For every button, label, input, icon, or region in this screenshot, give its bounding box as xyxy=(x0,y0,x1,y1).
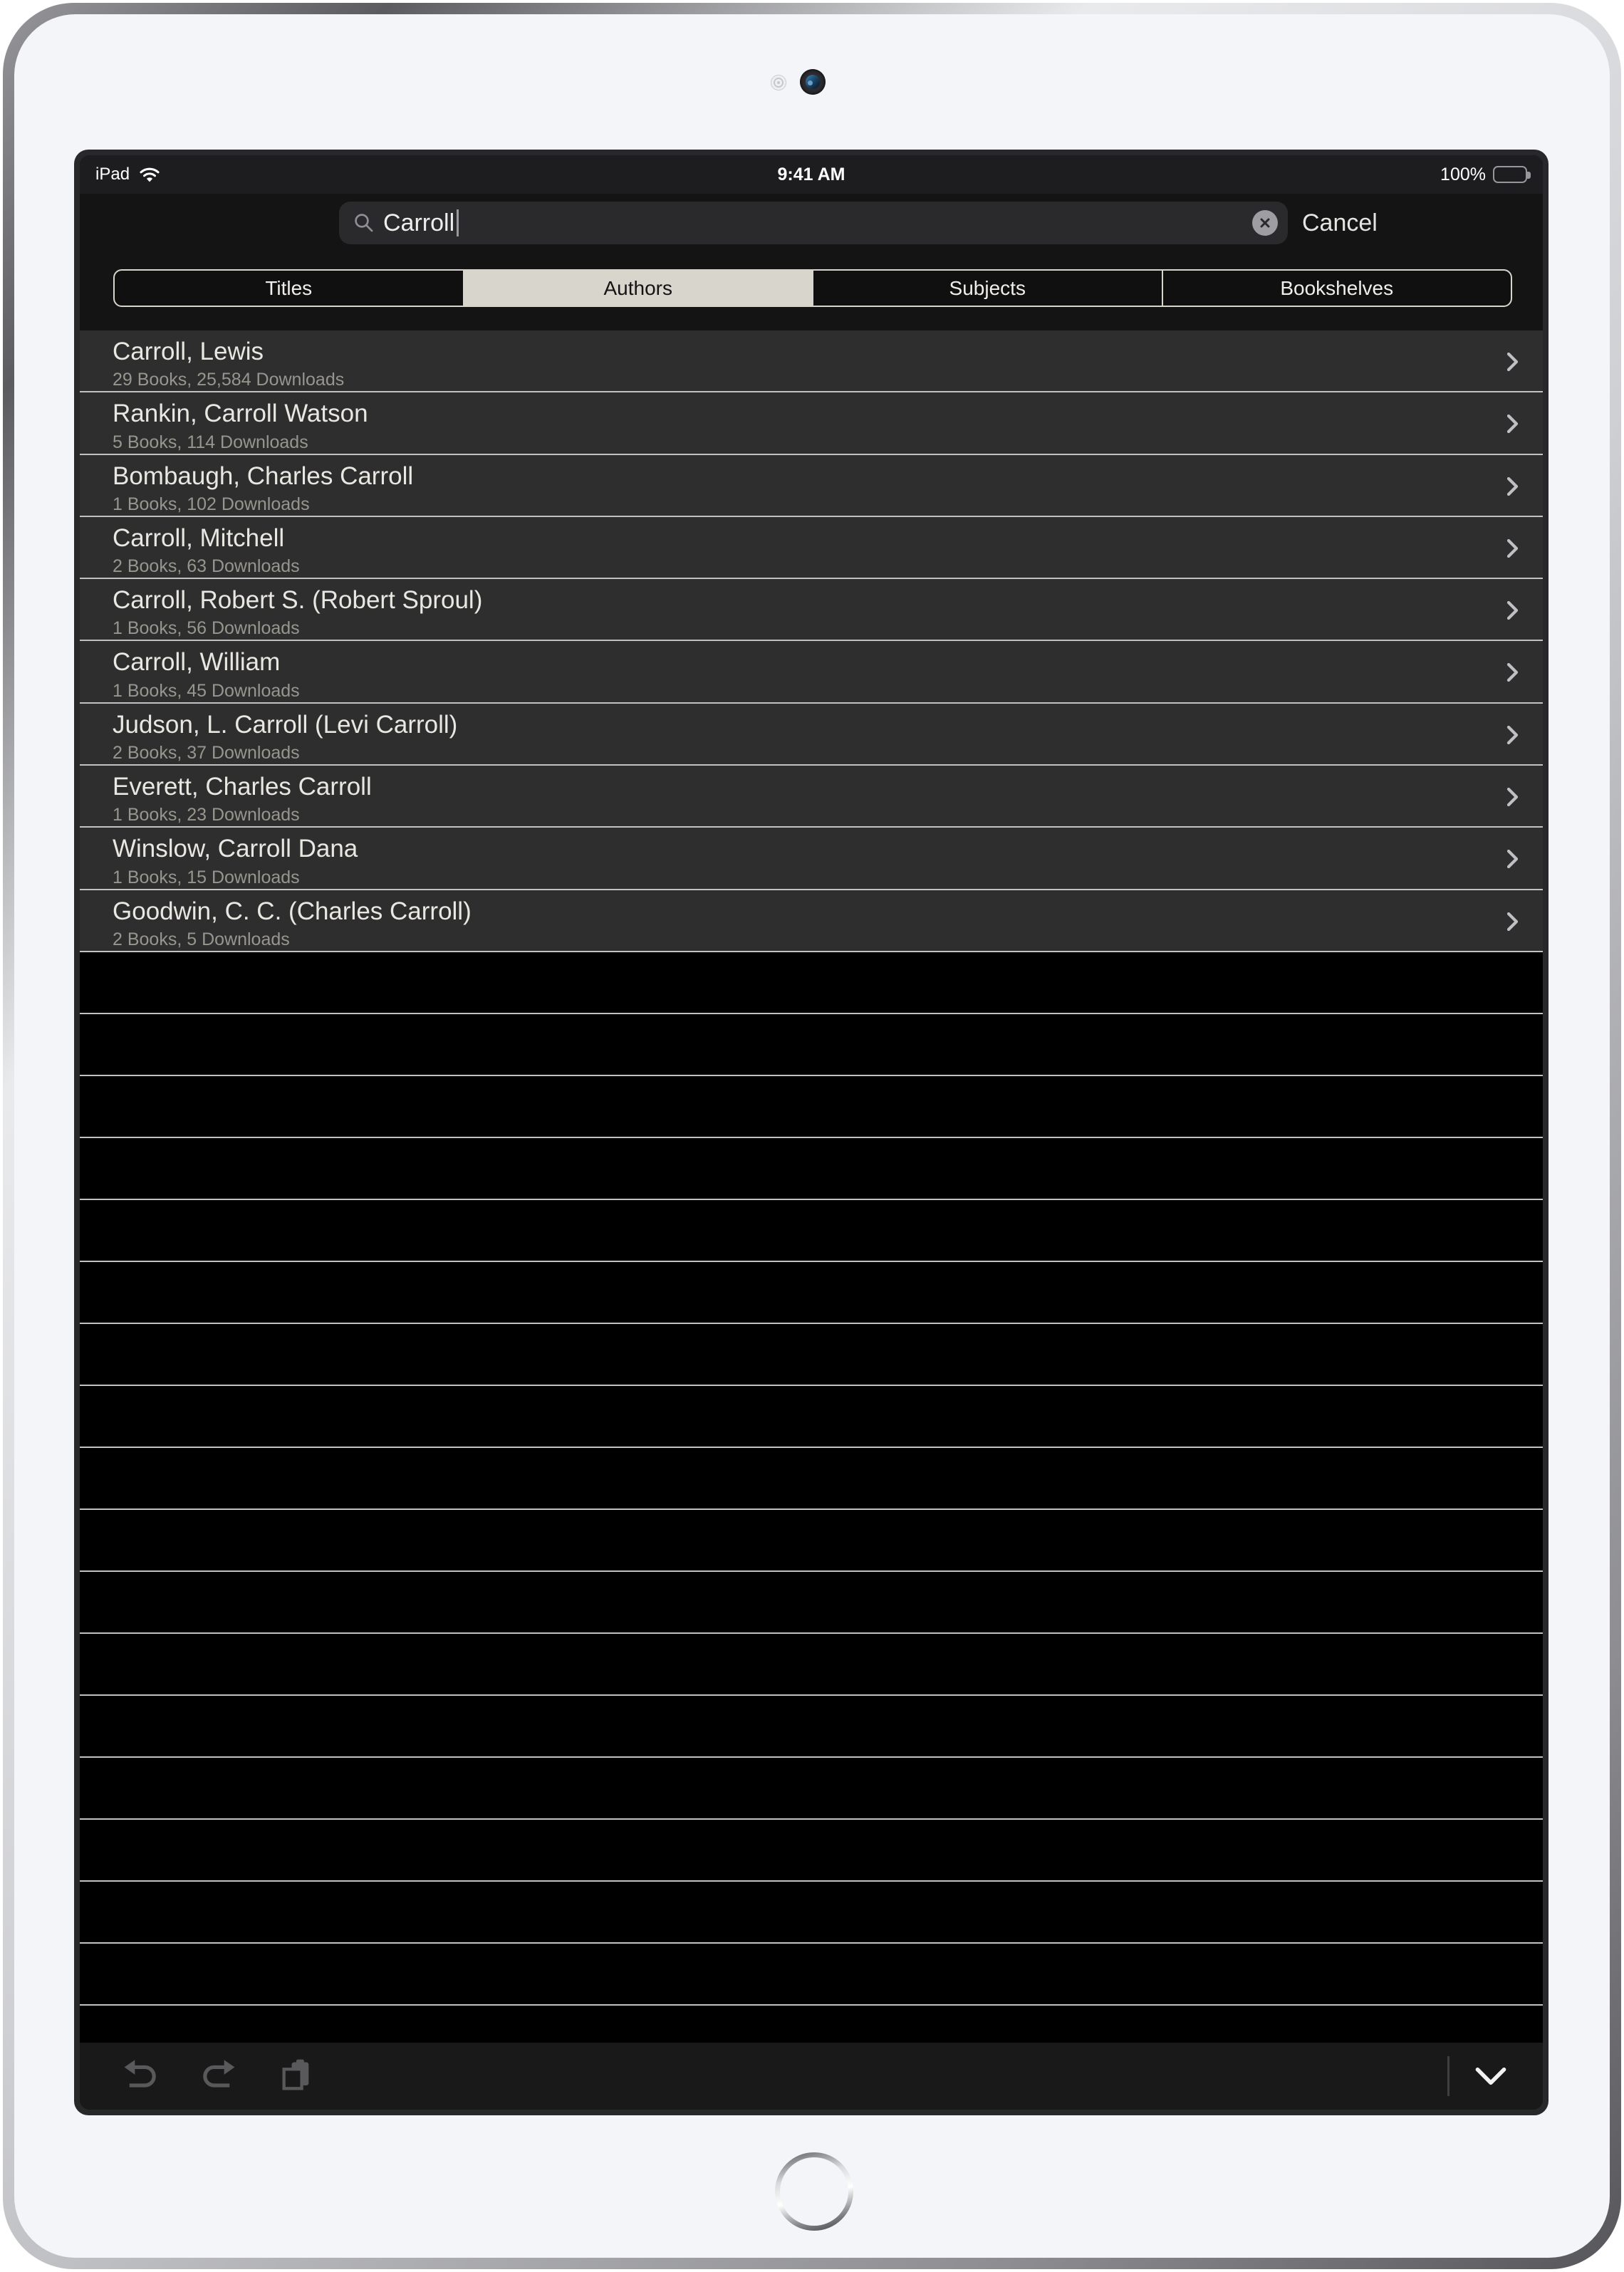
author-stats: 2 Books, 63 Downloads xyxy=(113,556,300,577)
author-name: Judson, L. Carroll (Levi Carroll) xyxy=(113,710,458,739)
author-row[interactable] xyxy=(80,579,1543,641)
author-name: Bombaugh, Charles Carroll xyxy=(113,462,414,490)
top-chrome xyxy=(80,155,1543,330)
chevron-right-icon xyxy=(1507,539,1519,558)
author-row[interactable] xyxy=(80,330,1543,392)
author-name: Carroll, William xyxy=(113,648,281,677)
chevron-right-icon xyxy=(1507,726,1519,744)
undo-button[interactable] xyxy=(123,2058,160,2095)
author-row[interactable] xyxy=(80,828,1543,890)
author-stats: 2 Books, 5 Downloads xyxy=(113,929,290,949)
screen xyxy=(74,150,1548,2115)
chevron-right-icon xyxy=(1507,477,1519,496)
author-stats: 1 Books, 15 Downloads xyxy=(113,867,300,887)
scope-tabs xyxy=(113,269,1512,307)
keyboard-shortcut-bar xyxy=(80,2043,1543,2110)
author-stats: 1 Books, 23 Downloads xyxy=(113,805,300,825)
author-row[interactable] xyxy=(80,890,1543,952)
author-name: Rankin, Carroll Watson xyxy=(113,400,368,428)
status-bar xyxy=(80,155,1543,194)
author-name: Everett, Charles Carroll xyxy=(113,773,372,801)
home-button[interactable] xyxy=(775,2152,853,2231)
front-camera-icon xyxy=(800,69,826,95)
ambient-light-sensor xyxy=(771,75,786,90)
author-stats: 5 Books, 114 Downloads xyxy=(113,432,308,452)
battery-percent: 100% xyxy=(1440,164,1486,184)
clock: 9:41 AM xyxy=(777,165,845,184)
author-name: Carroll, Lewis xyxy=(113,338,264,365)
author-row[interactable] xyxy=(80,455,1543,517)
clear-search-button[interactable] xyxy=(1252,210,1278,236)
close-icon xyxy=(1259,217,1271,229)
author-stats: 1 Books, 56 Downloads xyxy=(113,618,300,639)
search-query-text: Carroll xyxy=(383,209,455,236)
search-input[interactable] xyxy=(339,202,1288,244)
tab-bookshelves[interactable]: Bookshelves xyxy=(1162,271,1511,306)
author-stats: 1 Books, 45 Downloads xyxy=(113,680,300,701)
author-stats: 2 Books, 37 Downloads xyxy=(113,743,300,764)
tab-subjects[interactable]: Subjects xyxy=(812,271,1162,306)
redo-button[interactable] xyxy=(199,2058,236,2095)
battery-icon xyxy=(1493,166,1527,183)
wifi-icon xyxy=(138,166,161,183)
author-row[interactable] xyxy=(80,704,1543,766)
carrier-label: iPad xyxy=(95,165,130,184)
cancel-button[interactable]: Cancel xyxy=(1302,209,1378,236)
author-stats: 1 Books, 102 Downloads xyxy=(113,494,310,514)
author-row[interactable] xyxy=(80,392,1543,454)
chevron-right-icon xyxy=(1507,415,1519,433)
chevron-right-icon xyxy=(1507,850,1519,868)
author-name: Carroll, Robert S. (Robert Sproul) xyxy=(113,586,483,615)
empty-table-cells xyxy=(80,952,1543,2043)
screen-content xyxy=(80,155,1543,2110)
paste-button[interactable] xyxy=(278,2058,315,2095)
chevron-right-icon xyxy=(1507,912,1519,931)
tab-titles[interactable]: Titles xyxy=(265,276,313,299)
author-stats: 29 Books, 25,584 Downloads xyxy=(113,370,345,390)
author-name: Goodwin, C. C. (Charles Carroll) xyxy=(113,897,472,925)
chevron-right-icon xyxy=(1507,353,1519,371)
camera-glint xyxy=(808,80,813,85)
chevron-right-icon xyxy=(1507,663,1519,682)
author-row[interactable] xyxy=(80,766,1543,828)
chevron-right-icon xyxy=(1507,601,1519,620)
search-icon xyxy=(353,212,375,234)
author-row[interactable] xyxy=(80,517,1543,579)
author-row[interactable] xyxy=(80,641,1543,703)
text-cursor xyxy=(457,209,459,236)
author-list xyxy=(80,330,1543,952)
tab-authors[interactable]: Authors xyxy=(463,271,813,306)
dismiss-keyboard-button[interactable] xyxy=(1472,2061,1509,2091)
home-button-inner xyxy=(780,2157,848,2226)
toolbar-divider xyxy=(1447,2056,1449,2096)
author-name: Winslow, Carroll Dana xyxy=(113,835,358,863)
author-name: Carroll, Mitchell xyxy=(113,523,285,552)
chevron-right-icon xyxy=(1507,788,1519,806)
